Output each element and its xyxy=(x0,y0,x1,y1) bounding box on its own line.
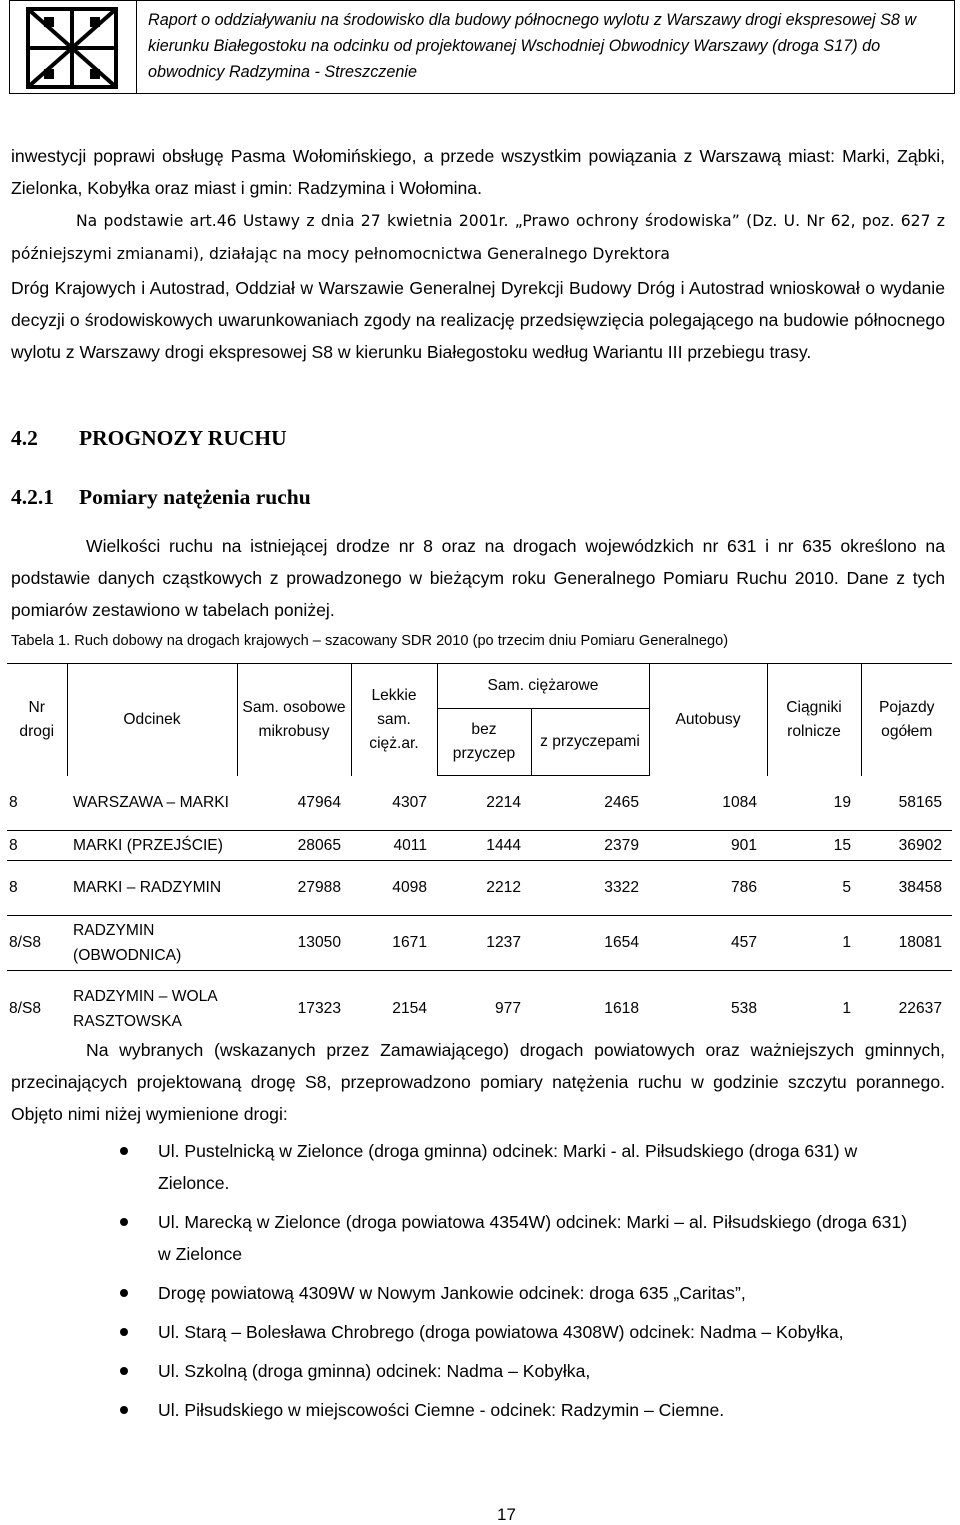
cell-tractor: 1 xyxy=(767,915,861,970)
cell-tractor: 15 xyxy=(767,830,861,860)
cell-road: 8 xyxy=(7,830,67,860)
header-heavy-no-trailer: bez przyczep xyxy=(437,709,531,776)
list-item-text: Ul. Starą – Bolesława Chrobrego (droga powiatowa 4308W) odcinek: Nadma – Kobyłka, xyxy=(158,1322,844,1342)
header-heavy-trucks: Sam. ciężarowe xyxy=(437,664,649,709)
table-row xyxy=(7,915,952,970)
subsection-heading xyxy=(11,485,311,510)
table-caption: Tabela 1. Ruch dobowy na drogach krajowych – szacowany SDR 2010 (po trzecim dniu Pomiaru Generalnego) xyxy=(11,633,729,649)
after-table-paragraph: Na wybranych (wskazanych przez Zamawiającego) drogach powiatowych oraz ważniejszych gminnych, przecinających projektowaną drogę S8, przeprowadzono pomiary natężenia ruchu w godzinie szczytu porannego. Objęto nimi niżej wymienione drogi: xyxy=(11,1040,945,1124)
table-row xyxy=(7,830,952,860)
list-item-text: Ul. Szkolną (droga gminna) odcinek: Nadma – Kobyłka, xyxy=(158,1361,591,1381)
intro-paragraph-1: inwestycji poprawi obsługę Pasma Wołomińskiego, a przede wszystkim powiązania z Warszawą miast: Marki, Ząbki, Zielonka, Kobyłka oraz miast i gmin: Radzymina i Wołomina. xyxy=(11,146,945,198)
subsection-number: 4.2.1 xyxy=(11,485,54,509)
cell-light: 1671 xyxy=(351,915,437,970)
cell-section: RADZYMIN (OBWODNICA) xyxy=(67,915,237,970)
cell-ht: 2379 xyxy=(531,830,649,860)
header-tractors: Ciągniki rolnicze xyxy=(767,664,861,776)
bullet-icon xyxy=(120,1367,128,1375)
cell-bus: 786 xyxy=(649,860,767,915)
table-row xyxy=(7,776,952,831)
cell-cars: 28065 xyxy=(237,830,351,860)
bullet-icon xyxy=(120,1289,128,1297)
cell-total: 38458 xyxy=(861,860,952,915)
roads-list xyxy=(120,1135,920,1433)
header-road: Nr drogi xyxy=(7,664,67,776)
list-item-text: Ul. Pustelnicką w Zielonce (droga gminna) odcinek: Marki - al. Piłsudskiego (droga 631) w Zielonce. xyxy=(158,1141,858,1193)
cell-hnt: 1237 xyxy=(437,915,531,970)
bullet-icon xyxy=(120,1218,128,1226)
intro-paragraph-2a-text: Na podstawie art.46 Ustawy z dnia 27 kwietnia 2001r. „Prawo ochrony środowiska” (Dz. U. Nr 62, poz. 627 z późniejszymi zmianami), działając na mocy pełnomocnictwa Generalnego Dyrektora xyxy=(11,212,945,263)
cell-cars: 17323 xyxy=(297,1000,341,1017)
cell-cars: 47964 xyxy=(237,776,351,831)
cell-bus: 538 xyxy=(730,1000,757,1017)
cell-tractor: 5 xyxy=(767,860,861,915)
cell-bus: 901 xyxy=(649,830,767,860)
measurement-paragraph: Wielkości ruchu na istniejącej drodze nr 8 oraz na drogach wojewódzkich nr 631 i nr 635 określono na podstawie danych cząstkowych z prowadzonego w bieżącym roku Generalnego Pomiaru Ruchu 2010. Dane z tych pomiarów zestawiono w tabelach poniżej. xyxy=(11,536,945,620)
intro-paragraph-2b: Dróg Krajowych i Autostrad, Oddział w Warszawie Generalnej Dyrekcji Budowy Dróg i Autostrad wnioskował o wydanie decyzji o środowiskowych uwarunkowaniach zgody na realizację przedsięwzięcia polegającego na budowie północnego wylotu z Warszawy drogi ekspresowej S8 w kierunku Białegostoku według Wariantu III przebiegu trasy. xyxy=(11,278,945,362)
cell-tractor: 1 xyxy=(842,1000,851,1017)
list-item xyxy=(120,1277,920,1309)
subsection-title: Pomiary natężenia ruchu xyxy=(79,485,311,509)
company-logo-icon xyxy=(24,5,120,91)
cell-tractor: 19 xyxy=(767,776,861,831)
cell-light: 4098 xyxy=(351,860,437,915)
cell-light: 2154 xyxy=(392,1000,427,1017)
list-item xyxy=(120,1394,920,1426)
cell-section: RADZYMIN – WOLA RASZTOWSKA xyxy=(73,987,217,1030)
cell-hnt: 977 xyxy=(494,1000,521,1017)
cell-ht: 1618 xyxy=(604,1000,639,1017)
logo-cell xyxy=(10,1,137,93)
traffic-table xyxy=(7,663,952,1047)
header-total: Pojazdy ogółem xyxy=(861,664,952,776)
page-header xyxy=(9,0,955,94)
cell-ht: 2465 xyxy=(531,776,649,831)
table-row xyxy=(7,860,952,915)
cell-section: MARKI (PRZEJŚCIE) xyxy=(67,830,237,860)
cell-section: MARKI – RADZYMIN xyxy=(67,860,237,915)
list-item xyxy=(120,1355,920,1387)
cell-light: 4011 xyxy=(351,830,437,860)
cell-road: 8/S8 xyxy=(9,1000,42,1017)
cell-light: 4307 xyxy=(351,776,437,831)
cell-total: 36902 xyxy=(861,830,952,860)
list-item-text: Drogę powiatową 4309W w Nowym Jankowie odcinek: droga 635 „Caritas”, xyxy=(158,1283,746,1303)
list-item xyxy=(120,1316,920,1348)
header-section: Odcinek xyxy=(67,664,237,776)
cell-section: WARSZAWA – MARKI xyxy=(67,776,237,831)
cell-total: 58165 xyxy=(861,776,952,831)
cell-total: 18081 xyxy=(861,915,952,970)
list-item xyxy=(120,1135,920,1199)
cell-bus: 1084 xyxy=(649,776,767,831)
section-heading xyxy=(11,426,287,451)
header-light-trucks: Lekkie sam. cięż.ar. xyxy=(351,664,437,776)
cell-road: 8 xyxy=(7,860,67,915)
cell-hnt: 2214 xyxy=(437,776,531,831)
report-title: Raport o oddziaływaniu na środowisko dla budowy północnego wylotu z Warszawy drogi ekspresowej S8 w kierunku Białegostoku na odcinku od projektowanej Wschodniej Obwodnicy Warszawy (droga S17) do obwodnicy Radzymina - Streszczenie xyxy=(148,11,917,81)
bullet-icon xyxy=(120,1147,128,1155)
intro-paragraph-2a xyxy=(11,204,945,270)
page-number: 17 xyxy=(497,1505,516,1524)
cell-road: 8/S8 xyxy=(7,915,67,970)
list-item-text: Ul. Piłsudskiego w miejscowości Ciemne - odcinek: Radzymin – Ciemne. xyxy=(158,1400,725,1420)
cell-hnt: 1444 xyxy=(437,830,531,860)
list-item-text: Ul. Marecką w Zielonce (droga powiatowa 4354W) odcinek: Marki – al. Piłsudskiego (droga 631) w Zielonce xyxy=(158,1212,908,1264)
cell-cars: 13050 xyxy=(237,915,351,970)
cell-bus: 457 xyxy=(649,915,767,970)
cell-hnt: 2212 xyxy=(437,860,531,915)
header-heavy-trailer: z przyczepami xyxy=(531,709,649,776)
bullet-icon xyxy=(120,1328,128,1336)
list-item xyxy=(120,1206,920,1270)
cell-ht: 1654 xyxy=(531,915,649,970)
section-title: PROGNOZY RUCHU xyxy=(79,426,287,450)
header-buses: Autobusy xyxy=(649,664,767,776)
cell-ht: 3322 xyxy=(531,860,649,915)
bullet-icon xyxy=(120,1406,128,1414)
cell-total: 22637 xyxy=(898,1000,942,1017)
cell-cars: 27988 xyxy=(237,860,351,915)
cell-road: 8 xyxy=(7,776,67,831)
header-cars: Sam. osobowe mikrobusy xyxy=(237,664,351,776)
section-number: 4.2 xyxy=(11,426,38,450)
